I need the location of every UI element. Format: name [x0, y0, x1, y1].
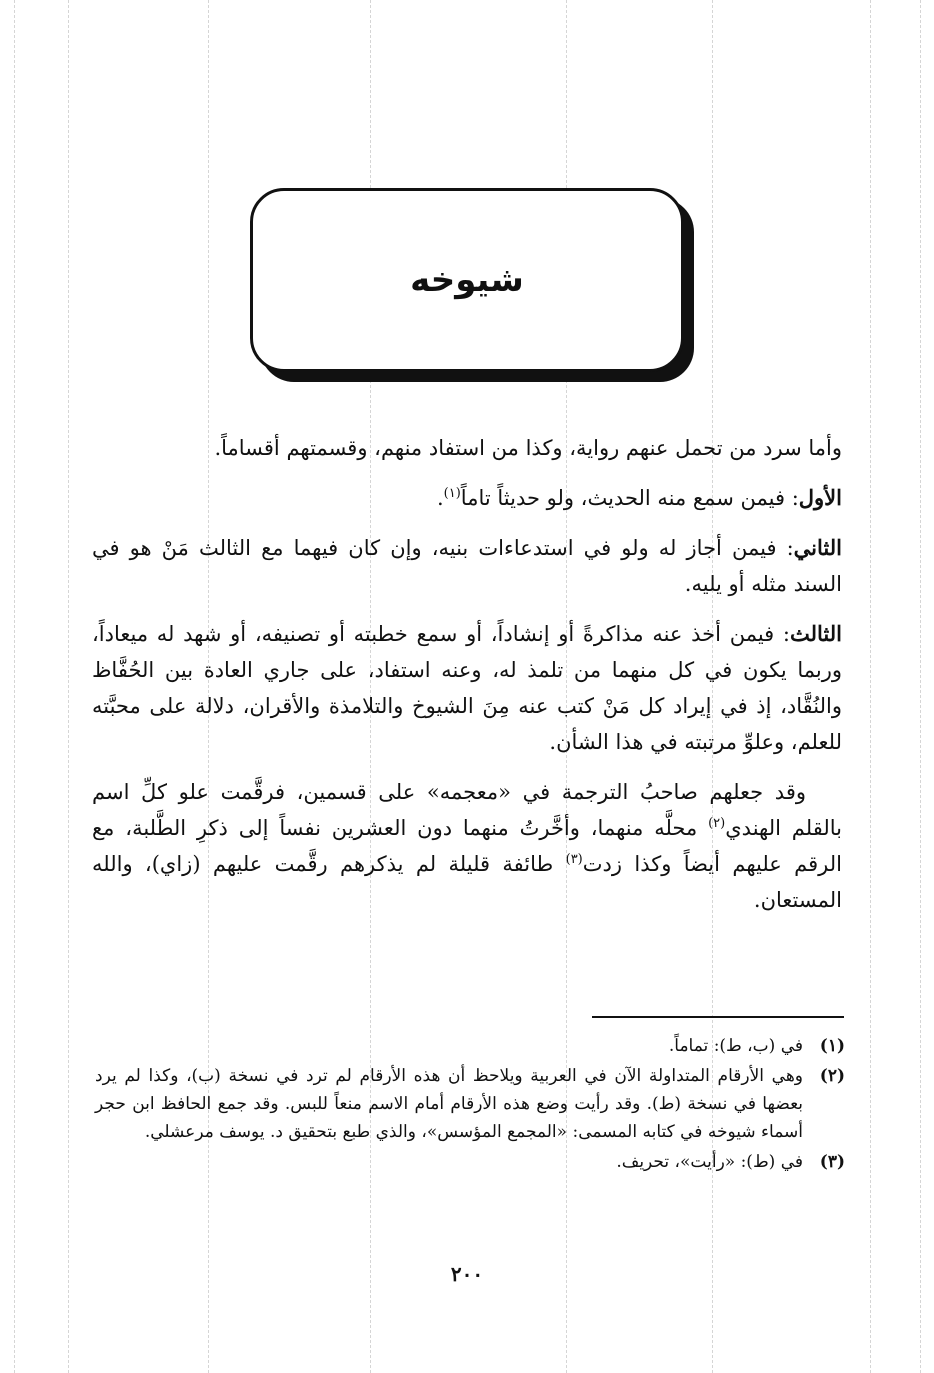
section-term: الأول: [798, 485, 842, 510]
section-term: الثالث: [790, 621, 842, 646]
paragraph-tail: .: [436, 486, 444, 510]
paragraph-third: [92, 616, 842, 760]
footnote-text: في (ط): «رأيت»، تحريف.: [616, 1152, 803, 1172]
footnote-divider: [592, 1016, 844, 1018]
paragraph-intro: [92, 430, 842, 466]
chapter-title-box: [250, 188, 684, 372]
footnote-text: وهي الأرقام المتداولة الآن في العربية ويلاحظ أن هذه الأرقام لم ترد في نسخة (ب)، وكذا لم يرد بعضها في نسخة (ط). وقد رأيت وضع هذه الأرقام أمام الاسم منعاً للبس. وقد جمع الحافظ ابن حجر أسماء شيوخه في كتابه المسمى: «المجمع المؤسس»، والذي طبع بتحقيق د. يوسف مرعشلي.: [95, 1066, 803, 1142]
footnote-item: [95, 1062, 845, 1146]
paragraph-text: : فيمن أجاز له ولو في استدعاءات بنيه، وإن كان فيهما مع الثالث مَنْ هو في السند مثله أو يليه.: [92, 536, 842, 596]
paragraph-text: محلَّه منهما، وأخَّرتُ منهما دون العشرين نفساً إلى ذكرِ الطَّلبة، مع الرقم عليهم أيضاً وكذا زدت: [92, 816, 842, 876]
margin-guide-line: [870, 0, 871, 1373]
footnote-item: [95, 1148, 845, 1176]
paragraph-text: وأما سرد من تحمل عنهم رواية، وكذا من استفاد منهم، وقسمتهم أقساماً.: [214, 436, 842, 460]
margin-guide-line: [920, 0, 921, 1373]
paragraph-text: وقد جعلهم صاحبُ الترجمة في «معجمه» على قسمين، فرقَّمت علو كلِّ اسم بالقلم الهندي: [92, 780, 842, 840]
paragraph-second: [92, 530, 842, 602]
footnotes: [95, 1032, 845, 1178]
page-number: ٢٠٠: [450, 1262, 484, 1286]
footnote-item: [95, 1032, 845, 1060]
paragraph-closing: [92, 774, 842, 918]
footnote-number: (١): [819, 1036, 845, 1056]
section-term: الثاني: [793, 535, 842, 560]
footnote-ref: (١): [443, 486, 461, 501]
footnote-number: (٢): [819, 1066, 845, 1086]
footnote-number: (٣): [819, 1152, 845, 1172]
main-text: [92, 430, 842, 932]
chapter-title: شيوخه: [410, 260, 524, 300]
footnote-ref: (٣): [565, 852, 583, 867]
margin-guide-line: [14, 0, 15, 1373]
paragraph-text: : فيمن أخذ عنه مذاكرةً أو إنشاداً، أو سمع خطبته أو تصنيفه، أو شهد له ميعاداً، وربما يكون في كل منهما من تلمذ له، وعنه استفاد، على جاري العادة بين الحُفَّاظ والنُقَّاد، إذ في إيراد كل مَنْ كتب عنه مِنَ الشيوخ والتلامذة والأقران، دلالة على محبَّته للعلم، وعلوِّ مرتبته في هذا الشأن.: [92, 622, 842, 754]
paragraph-text: : فيمن سمع منه الحديث، ولو حديثاً تاماً: [460, 486, 799, 510]
paragraph-first: [92, 480, 842, 516]
margin-guide-line: [68, 0, 69, 1373]
footnote-ref: (٢): [708, 816, 726, 831]
footnote-text: في (ب، ط): تماماً.: [668, 1036, 803, 1056]
paragraph-text: طائفة قليلة لم يذكرهم رقَّمت عليهم (زاي)، والله المستعان.: [92, 852, 842, 912]
